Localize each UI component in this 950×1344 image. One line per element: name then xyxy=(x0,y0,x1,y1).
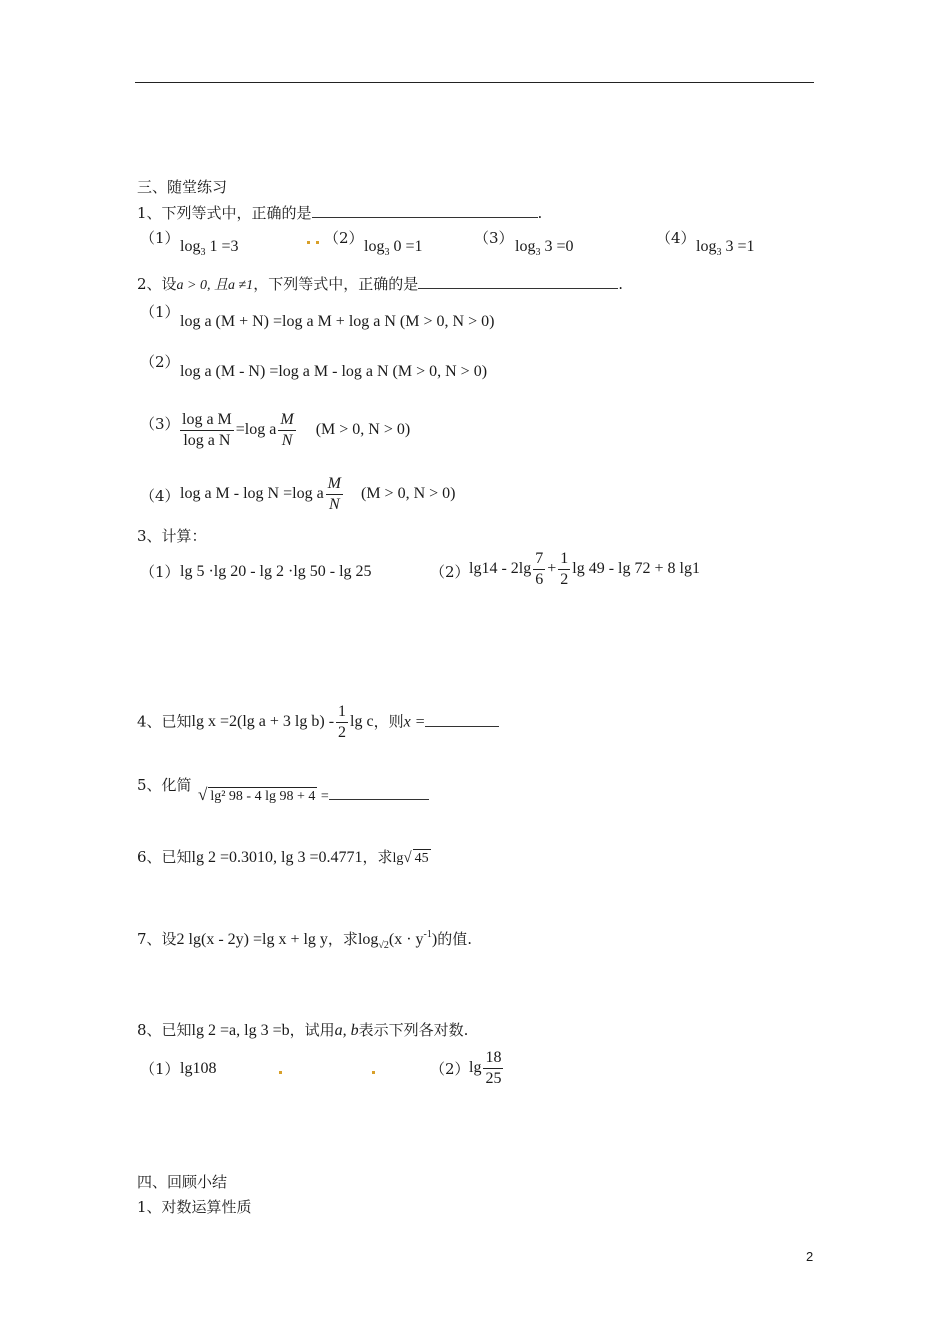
q4-tail: ，则 xyxy=(373,712,404,731)
q2-option-3-rhs-fraction: $\frac{M}{N}$ xyxy=(280,411,294,449)
section-4-item-1: 1、对数运算性质 xyxy=(137,1198,252,1216)
q6-given: lg 2 =0.3010, lg 3 =0.4771 xyxy=(191,849,363,866)
q2-option-3-lhs-fraction: $\frac{\text{log a M}}{\text{log a N}}$ xyxy=(182,411,232,449)
q3-part-1-expr: lg 5 ·lg 20 - lg 2 ·lg 50 - lg 25 xyxy=(180,563,372,580)
question-7 xyxy=(137,930,472,951)
question-8 xyxy=(137,1021,468,1040)
fraction-1-2: $\frac{1}{2}$ xyxy=(338,703,347,741)
q6-ask: lg xyxy=(392,851,404,866)
q1-option-2-expr: $\log_3 0 =1$ xyxy=(364,238,423,258)
q6-radicand: 45 xyxy=(414,851,429,866)
section-4-title: 四、回顾小结 xyxy=(137,1173,228,1191)
question-6: 6、已知lg 2 =0.3010, lg 3 =0.4771，求lg√ 45 xyxy=(137,848,429,866)
question-2-label: 2、设 xyxy=(137,275,177,293)
q2-option-4-fraction: $\frac{M}{N}$ xyxy=(327,475,341,513)
scan-dot xyxy=(372,1071,375,1074)
answer-blank-2[interactable] xyxy=(418,274,618,289)
q2-option-2-expr: log a (M - N) =log a M - log a N (M > 0, N > 0) xyxy=(180,363,488,380)
q8-vars: a, b xyxy=(334,1022,359,1039)
question-5 xyxy=(137,776,192,794)
period: . xyxy=(618,275,623,293)
page-number: 2 xyxy=(806,1249,814,1264)
fraction-18-25: $\frac{18}{25}$ xyxy=(485,1049,502,1087)
q2-option-4-label: （4） xyxy=(140,487,180,505)
question-5-label: 5、化简 xyxy=(137,776,192,794)
question-2 xyxy=(137,274,623,295)
q8-tail: ，试用 xyxy=(289,1021,335,1039)
q1-option-1-expr: $\log_3 1 =3$ xyxy=(180,238,239,258)
q8-end: 表示下列各对数. xyxy=(358,1021,469,1039)
q1-option-1-label: （1） xyxy=(140,229,180,247)
section-3-title: 三、随堂练习 xyxy=(137,178,228,196)
q1-option-4-label: （4） xyxy=(656,229,696,247)
answer-blank-5[interactable] xyxy=(329,785,429,800)
q8-part-1-label: （1） xyxy=(140,1060,180,1078)
q4-expr: lg x =2(lg a + 3 lg b) - $\frac{1}{2}$ lg c xyxy=(191,703,374,741)
q5-expr: √ lg² 98 - 4 lg 98 + 4 = xyxy=(198,785,429,806)
q2-option-3-label: （3） xyxy=(140,415,180,433)
question-7-label: 7、设 xyxy=(137,930,177,948)
q3-part-1-label: （1） xyxy=(140,563,180,581)
question-2-label-b: ，下列等式中，正确的是 xyxy=(253,275,419,293)
q7-end: 的值. xyxy=(437,930,472,948)
fraction-1-2: $\frac{1}{2}$ xyxy=(560,550,569,588)
scan-dot xyxy=(316,241,319,244)
q2-condition: a > 0, 且a ≠1 xyxy=(176,278,254,293)
q7-given: 2 lg(x - 2y) =lg x + lg y xyxy=(176,931,328,948)
question-6-label: 6、已知 xyxy=(137,848,192,866)
q2-option-3-expr: $\frac{\text{log a M}}{\text{log a N}}$ =log a $\frac{M}{N}$ (M > 0, N > 0) xyxy=(182,411,411,449)
answer-blank-1[interactable] xyxy=(312,203,538,218)
q2-option-2-label: （2） xyxy=(140,353,180,371)
q3-part-2-expr: lg14 - 2lg $\frac{7}{6}$ + $\frac{1}{2}$ lg 49 - lg 72 + 8 lg1 xyxy=(469,550,700,588)
question-3-label: 3、计算： xyxy=(137,527,207,545)
question-4 xyxy=(137,702,499,743)
question-8-label: 8、已知 xyxy=(137,1021,192,1039)
q3-part-2-label: （2） xyxy=(430,563,470,581)
q8-given: lg 2 =a, lg 3 =b xyxy=(191,1022,290,1039)
answer-blank-4[interactable] xyxy=(425,712,499,727)
fraction-7-6: $\frac{7}{6}$ xyxy=(535,550,544,588)
scan-dot xyxy=(279,1071,282,1074)
q4-variable: x = xyxy=(403,713,426,731)
q2-option-1-label: （1） xyxy=(140,303,180,321)
period: . xyxy=(537,204,543,222)
q2-option-1-expr: log a (M + N) =log a M + log a N (M > 0, N > 0) xyxy=(180,313,495,330)
q8-part-2-expr: lg $\frac{18}{25}$ xyxy=(469,1049,502,1087)
question-1-label: 1、下列等式中，正确的是 xyxy=(137,204,312,222)
scan-dot xyxy=(307,241,310,244)
q6-tail: ，求 xyxy=(362,848,393,866)
q7-ask: $\log_{√2}(x \cdot y^{-1})$ xyxy=(357,929,438,951)
q2-option-4-expr: log a M - log N =log a $\frac{M}{N}$ (M > 0, N > 0) xyxy=(180,475,456,513)
q1-option-4-expr: $\log_3 3 =1$ xyxy=(696,238,755,258)
q8-part-1-expr: lg108 xyxy=(180,1060,217,1077)
q1-option-2-label: （2） xyxy=(324,229,364,247)
q1-option-3-expr: $\log_3 3 =0$ xyxy=(515,238,574,258)
q8-part-2-label: （2） xyxy=(430,1060,470,1078)
question-1 xyxy=(137,203,542,222)
header-rule xyxy=(135,82,814,83)
q1-option-3-label: （3） xyxy=(474,229,514,247)
q7-tail: ，求 xyxy=(327,930,358,948)
q5-radicand: lg² 98 - 4 lg 98 + 4 xyxy=(210,789,316,804)
question-4-label: 4、已知 xyxy=(137,712,192,731)
